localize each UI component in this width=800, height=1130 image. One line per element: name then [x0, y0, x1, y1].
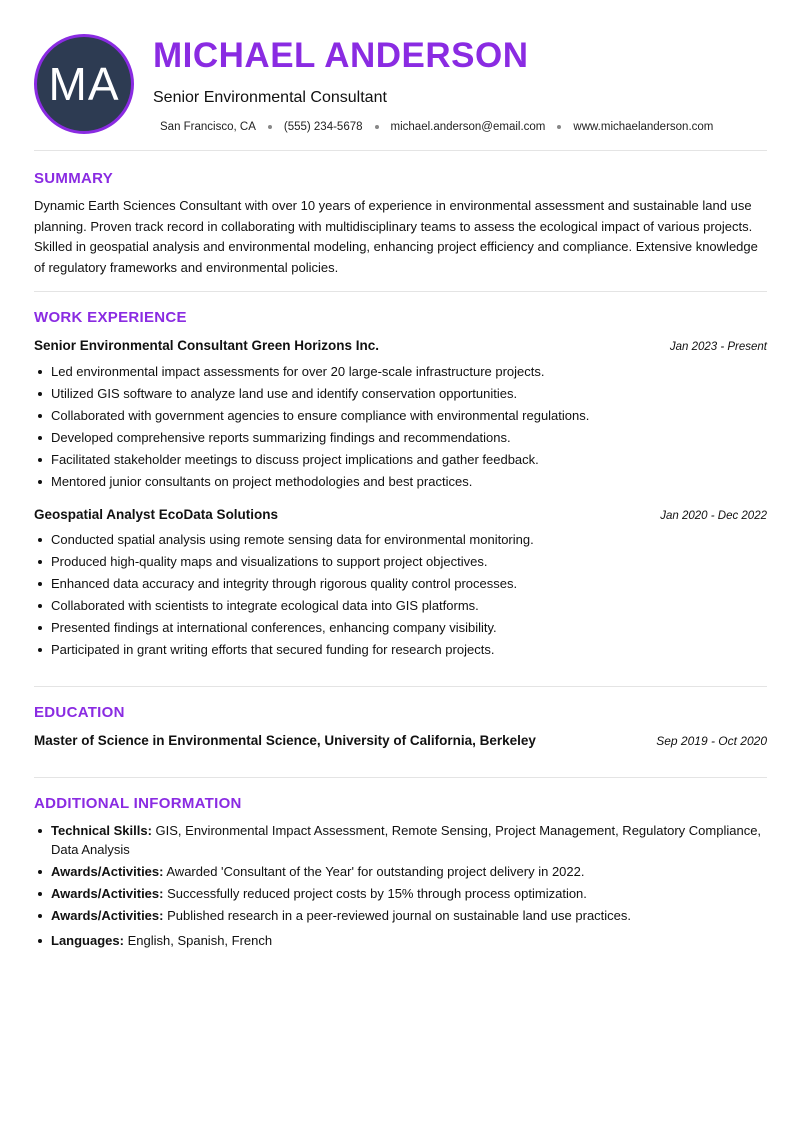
list-item [34, 931, 770, 950]
job-header [34, 507, 767, 522]
contact-phone: (555) 234-5678 [283, 121, 363, 133]
section-divider [34, 150, 767, 151]
list-item: Presented findings at international conferences, enhancing company visibility. [34, 617, 770, 639]
list-item: Produced high-quality maps and visualizations to support project objectives. [34, 551, 770, 573]
info-label: Awards/Activities: [51, 908, 164, 923]
work-experience-heading: WORK EXPERIENCE [34, 309, 187, 326]
info-label: Technical Skills: [51, 823, 152, 838]
job-role: Geospatial Analyst EcoData Solutions [34, 507, 279, 522]
list-item: Participated in grant writing efforts that secured funding for research projects. [34, 639, 770, 661]
avatar [34, 34, 134, 134]
separator-dot [375, 125, 379, 129]
section-divider [34, 291, 767, 292]
summary-text: Dynamic Earth Sciences Consultant with over 10 years of experience in environmental assessment and sustainable land use planning. Proven track record in collaborating with multidisciplinary teams to assess the ecological impact of various projects. Skilled in geospatial analysis and environmental modeling, enhancing project efficiency and compliance. Extensive knowledge of regulatory frameworks and environmental policies. [34, 198, 758, 275]
job-bullets [34, 529, 770, 661]
list-item: Collaborated with government agencies to ensure compliance with environmental regulations. [34, 405, 770, 427]
list-item [34, 862, 770, 881]
education-degree: Master of Science in Environmental Science, University of California, Berkeley [34, 733, 536, 748]
list-item: Conducted spatial analysis using remote sensing data for environmental monitoring. [34, 529, 770, 551]
list-item: Enhanced data accuracy and integrity through rigorous quality control processes. [34, 573, 770, 595]
candidate-title: Senior Environmental Consultant [153, 89, 387, 106]
candidate-name: MICHAEL ANDERSON [153, 36, 529, 75]
contact-location: San Francisco, CA [160, 121, 256, 133]
list-item: Collaborated with scientists to integrate ecological data into GIS platforms. [34, 595, 770, 617]
list-item: Facilitated stakeholder meetings to discuss project implications and gather feedback. [34, 449, 770, 471]
info-label: Awards/Activities: [51, 864, 164, 879]
info-text: GIS, Environmental Impact Assessment, Remote Sensing, Project Management, Regulatory Compliance, Data Analysis [51, 823, 762, 857]
info-text: Awarded 'Consultant of the Year' for outstanding project delivery in 2022. [163, 864, 585, 879]
info-label: Awards/Activities: [51, 886, 164, 901]
list-item [34, 906, 770, 925]
job-role: Senior Environmental Consultant Green Horizons Inc. [34, 338, 380, 353]
job-bullets [34, 361, 770, 493]
summary-heading: SUMMARY [34, 170, 114, 187]
avatar-initials: MA [48, 58, 120, 110]
education-entry [34, 733, 767, 748]
info-text: Published research in a peer-reviewed journal on sustainable land use practices. [163, 908, 632, 923]
list-item [34, 884, 770, 903]
education-heading: EDUCATION [34, 704, 125, 721]
section-divider [34, 686, 767, 687]
additional-info-heading: ADDITIONAL INFORMATION [34, 795, 242, 812]
job-dates: Jan 2020 - Dec 2022 [660, 510, 767, 522]
list-item: Mentored junior consultants on project methodologies and best practices. [34, 471, 770, 493]
list-item: Developed comprehensive reports summarizing findings and recommendations. [34, 427, 770, 449]
contact-website[interactable]: www.michaelanderson.com [573, 121, 714, 133]
info-text: English, Spanish, French [123, 933, 273, 948]
list-item [34, 821, 770, 859]
list-item: Utilized GIS software to analyze land use and identify conservation opportunities. [34, 383, 770, 405]
education-dates: Sep 2019 - Oct 2020 [656, 734, 767, 748]
additional-info-list [34, 821, 770, 953]
job-header [34, 338, 767, 353]
list-item: Led environmental impact assessments for over 20 large-scale infrastructure projects. [34, 361, 770, 383]
contact-email[interactable]: michael.anderson@email.com [390, 121, 546, 133]
separator-dot [268, 125, 272, 129]
resume-header [0, 0, 800, 150]
info-label: Languages: [51, 933, 124, 948]
info-text: Successfully reduced project costs by 15% through process optimization. [163, 886, 587, 901]
separator-dot [557, 125, 561, 129]
job-dates: Jan 2023 - Present [669, 341, 767, 353]
contact-row [160, 121, 713, 133]
section-divider [34, 777, 767, 778]
